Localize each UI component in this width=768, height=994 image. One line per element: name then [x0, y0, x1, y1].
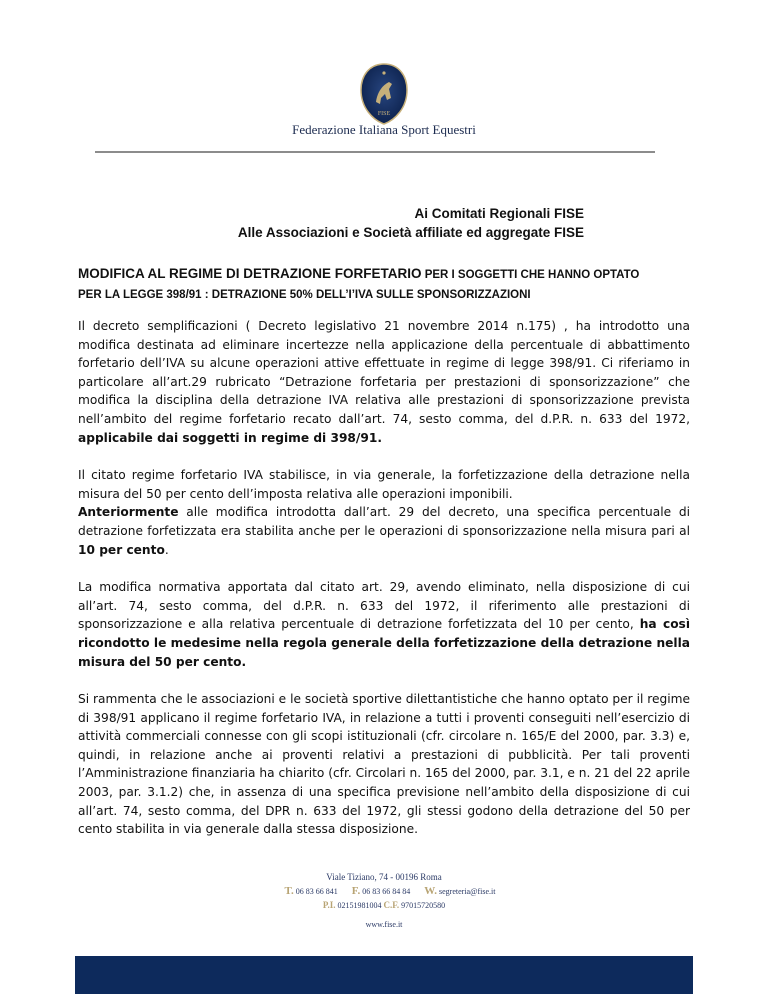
organization-name: Federazione Italiana Sport Equestri	[292, 122, 476, 137]
paragraph-3: La modifica normativa apportata dal citato art. 29, avendo eliminato, nella disposizione di cui all’art. 74, sesto comma, del d.P.R. n. 633 del 1972, il riferimento alle prestazioni di sponsorizzazione e alla relativa percentuale di detrazione forfetizzata del 10 per cento, ha così ricondotto le medesime nella regola generale della forfetizzazione della detrazione nella misura del 50 per cento.	[78, 580, 690, 669]
footer-address: Viale Tiziano, 74 - 00196 Roma	[326, 872, 442, 882]
title-main: MODIFICA AL REGIME DI DETRAZIONE FORFETARIO	[78, 266, 422, 281]
footer-fiscal-codes: P.I. 02151981004 C.F. 97015720580	[322, 900, 446, 910]
document-title	[78, 264, 718, 305]
document-body	[78, 317, 690, 858]
paragraph-1: Il decreto semplificazioni ( Decreto legislativo 21 novembre 2014 n.175) , ha introdotto una modifica destinata ad eliminare incertezze nella applicazione della percentuale di abbattimento forfetario dell’IVA su alcune operazioni attive effettuate in regime di legge 398/91. Ci riferiamo in particolare all’art.29 rubricato “Detrazione forfetaria per prestazioni di sponsorizzazione” che modifica la disciplina della detrazione IVA relativa alle prestazioni di sponsorizzazione prevista nell’ambito del regime forfetario recato dall’art. 74, sesto comma, del d.P.R. n. 633 del 1972, applicabile dai soggetti in regime di 398/91.	[78, 319, 690, 445]
footer-phone: 06 83 66 841	[295, 887, 338, 896]
footer-email[interactable]: segreteria@fise.it	[439, 887, 496, 896]
footer-fax: 06 83 66 84 84	[362, 887, 411, 896]
title-sub: PER I SOGGETTI CHE HANNO OPTATO	[421, 269, 640, 281]
addressee-line-1: Ai Comitati Regionali FISE	[414, 206, 584, 221]
footer-band	[75, 956, 693, 994]
title-line-2: PER LA LEGGE 398/91 : DETRAZIONE 50% DELL’I’IVA SULLE SPONSORIZZAZIONI	[78, 289, 531, 301]
paragraph-2: Il citato regime forfetario IVA stabilisce, in via generale, la forfetizzazione della detrazione nella misura del 50 per cento dell’imposta relativa alle operazioni imponibili. Anteriormente alle modifica introdotta dall’art. 29 del decreto, una specifica percentuale di detrazione forfetizzata era stabilita anche per le operazioni di sponsorizzazione nella misura pari al 10 per cento.	[78, 468, 690, 557]
footer-website[interactable]: www.fise.it	[365, 920, 403, 929]
addressee-line-2: Alle Associazioni e Società affiliate ed aggregate FISE	[237, 225, 584, 240]
paragraph-4: Si rammenta che le associazioni e le società sportive dilettantistiche che hanno optato per il regime di 398/91 applicano il regime forfetario IVA, in relazione a tutti i proventi conseguiti nell’esercizio di attività commerciali connesse con gli scopi istituzionali (cfr. circolare n. 165/E del 2000, par. 3.3) e, quindi, in relazione anche ai proventi relativi a prestazioni di pubblicità. Per tali proventi l’Amministrazione finanziaria ha chiarito (cfr. Circolari n. 165 del 2000, par. 3.1, e n. 21 del 22 aprile 2003, par. 3.1.2) che, in assenza di una specifica previsione nell’ambito della disposizione di cui all’art. 74, sesto comma, del DPR n. 633 del 1972, gli stessi godono della detrazione del 50 per cento stabilita in via generale dalla stessa disposizione.	[78, 692, 690, 837]
svg-text:FISE: FISE	[377, 111, 391, 117]
footer-contacts: T. 06 83 66 841 F. 06 83 66 84 84 W. segreteria@fise.it	[284, 885, 496, 897]
fise-logo	[343, 62, 425, 126]
header-divider	[95, 151, 655, 153]
